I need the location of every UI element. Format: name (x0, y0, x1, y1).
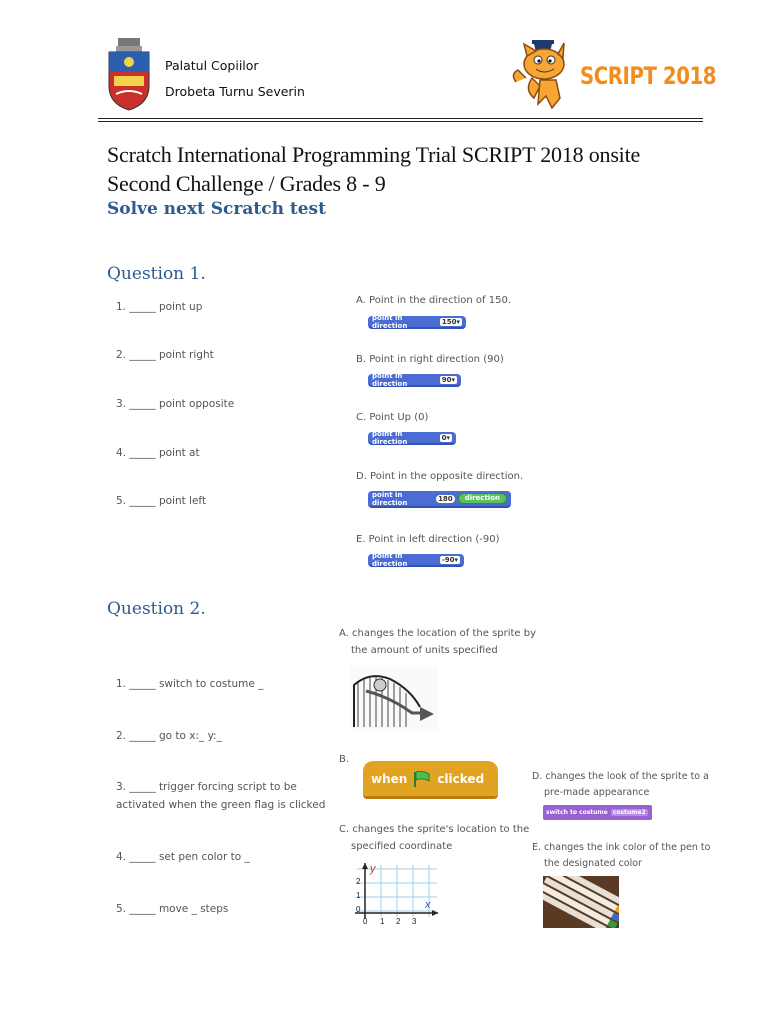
q1-item-3: 3. _____ point opposite (116, 398, 235, 410)
q1-item-4: 4. _____ point at (116, 447, 200, 459)
scratch-cat-logo (510, 38, 580, 112)
q1-option-b: B. Point in right direction (90) (356, 354, 504, 365)
q1-option-a: A. Point in the direction of 150. (356, 295, 511, 306)
grid-y-tick-0: 0 (356, 905, 361, 914)
coat-of-arms-logo (106, 36, 152, 112)
document-subtitle: Second Challenge / Grades 8 - 9 (107, 171, 386, 196)
direction-value: 90▾ (441, 375, 455, 384)
q2-option-b: B. (339, 754, 350, 765)
costume-block-label: switch to costume (546, 809, 608, 816)
q2-item-3: 3. _____ trigger forcing script to be (116, 781, 297, 793)
grid-x-tick-2: 2 (396, 917, 401, 926)
grid-x-label: x (425, 899, 431, 911)
when-flag-clicked-block (363, 761, 498, 799)
q2-item-3-cont: activated when the green flag is clicked (116, 799, 326, 811)
script-2018-logo-text: SCRIPT 2018 (580, 62, 717, 90)
direction-value: 0▾ (441, 433, 450, 442)
q2-option-d-line2: pre-made appearance (544, 787, 650, 798)
q2-item-2: 2. _____ go to x:_ y:_ (116, 730, 222, 742)
grid-x-tick-1: 1 (380, 917, 385, 926)
grid-y-label: y (370, 863, 376, 875)
block-label: point in direction (372, 371, 408, 388)
org-city: Drobeta Turnu Severin (165, 84, 305, 99)
costume-value: costume2 (612, 809, 646, 816)
q1-item-1: 1. _____ point up (116, 301, 203, 313)
question-2-heading: Question 2. (107, 599, 206, 619)
q2-option-e-line1: E. changes the ink color of the pen to (532, 842, 711, 853)
q1-item-5: 5. _____ point left (116, 495, 207, 507)
clicked-text: clicked (437, 771, 485, 786)
block-label: point in direction (372, 313, 408, 330)
question-1-heading: Question 1. (107, 264, 206, 284)
document-title: Scratch International Programming Trial SCRIPT 2018 onsite (107, 142, 641, 167)
green-flag-icon (413, 771, 431, 787)
q2-option-c-line2: specified coordinate (351, 841, 453, 852)
point-in-direction-block-d (368, 491, 511, 508)
direction-reporter: direction (458, 493, 507, 504)
header-rule-double (98, 121, 703, 122)
block-label: point in direction (372, 551, 408, 568)
q2-option-c-line1: C. changes the sprite's location to the (339, 824, 530, 835)
direction-value: 150▾ (441, 317, 460, 326)
coordinate-grid-illustration (345, 861, 440, 929)
q2-item-1: 1. _____ switch to costume _ (116, 678, 264, 690)
block-label: point in direction (372, 490, 408, 507)
q2-item-4: 4. _____ set pen color to _ (116, 851, 250, 863)
q2-option-a-line1: A. changes the location of the sprite by (339, 628, 537, 639)
point-in-direction-block-a (368, 313, 466, 330)
grid-x-tick-3: 3 (412, 917, 417, 926)
q1-option-d: D. Point in the opposite direction. (356, 471, 524, 482)
move-steps-illustration (350, 667, 438, 731)
q2-option-a-line2: the amount of units specified (351, 645, 498, 656)
block-label: point in direction (372, 429, 408, 446)
q2-option-e-line2: the designated color (544, 858, 642, 869)
switch-to-costume-block (543, 805, 652, 820)
q1-item-2: 2. _____ point right (116, 349, 214, 361)
org-name: Palatul Copiilor (165, 58, 259, 73)
point-in-direction-block-c (368, 429, 456, 446)
grid-y-tick-1: 1 (356, 891, 361, 900)
q2-item-5: 5. _____ move _ steps (116, 903, 229, 915)
grid-y-tick-2: 2 (356, 877, 361, 886)
header-rule (98, 118, 703, 119)
instruction-heading: Solve next Scratch test (107, 199, 326, 219)
q2-option-d-line1: D. changes the look of the sprite to a (532, 771, 709, 782)
grid-x-tick-0: 0 (363, 917, 368, 926)
direction-value: -90▾ (441, 555, 458, 564)
direction-value: 180 (438, 494, 453, 503)
q1-option-e: E. Point in left direction (-90) (356, 534, 500, 545)
point-in-direction-block-b (368, 371, 461, 388)
pens-photo (543, 876, 619, 928)
when-text: when (371, 771, 408, 786)
q1-option-c: C. Point Up (0) (356, 412, 429, 423)
point-in-direction-block-e (368, 551, 464, 568)
